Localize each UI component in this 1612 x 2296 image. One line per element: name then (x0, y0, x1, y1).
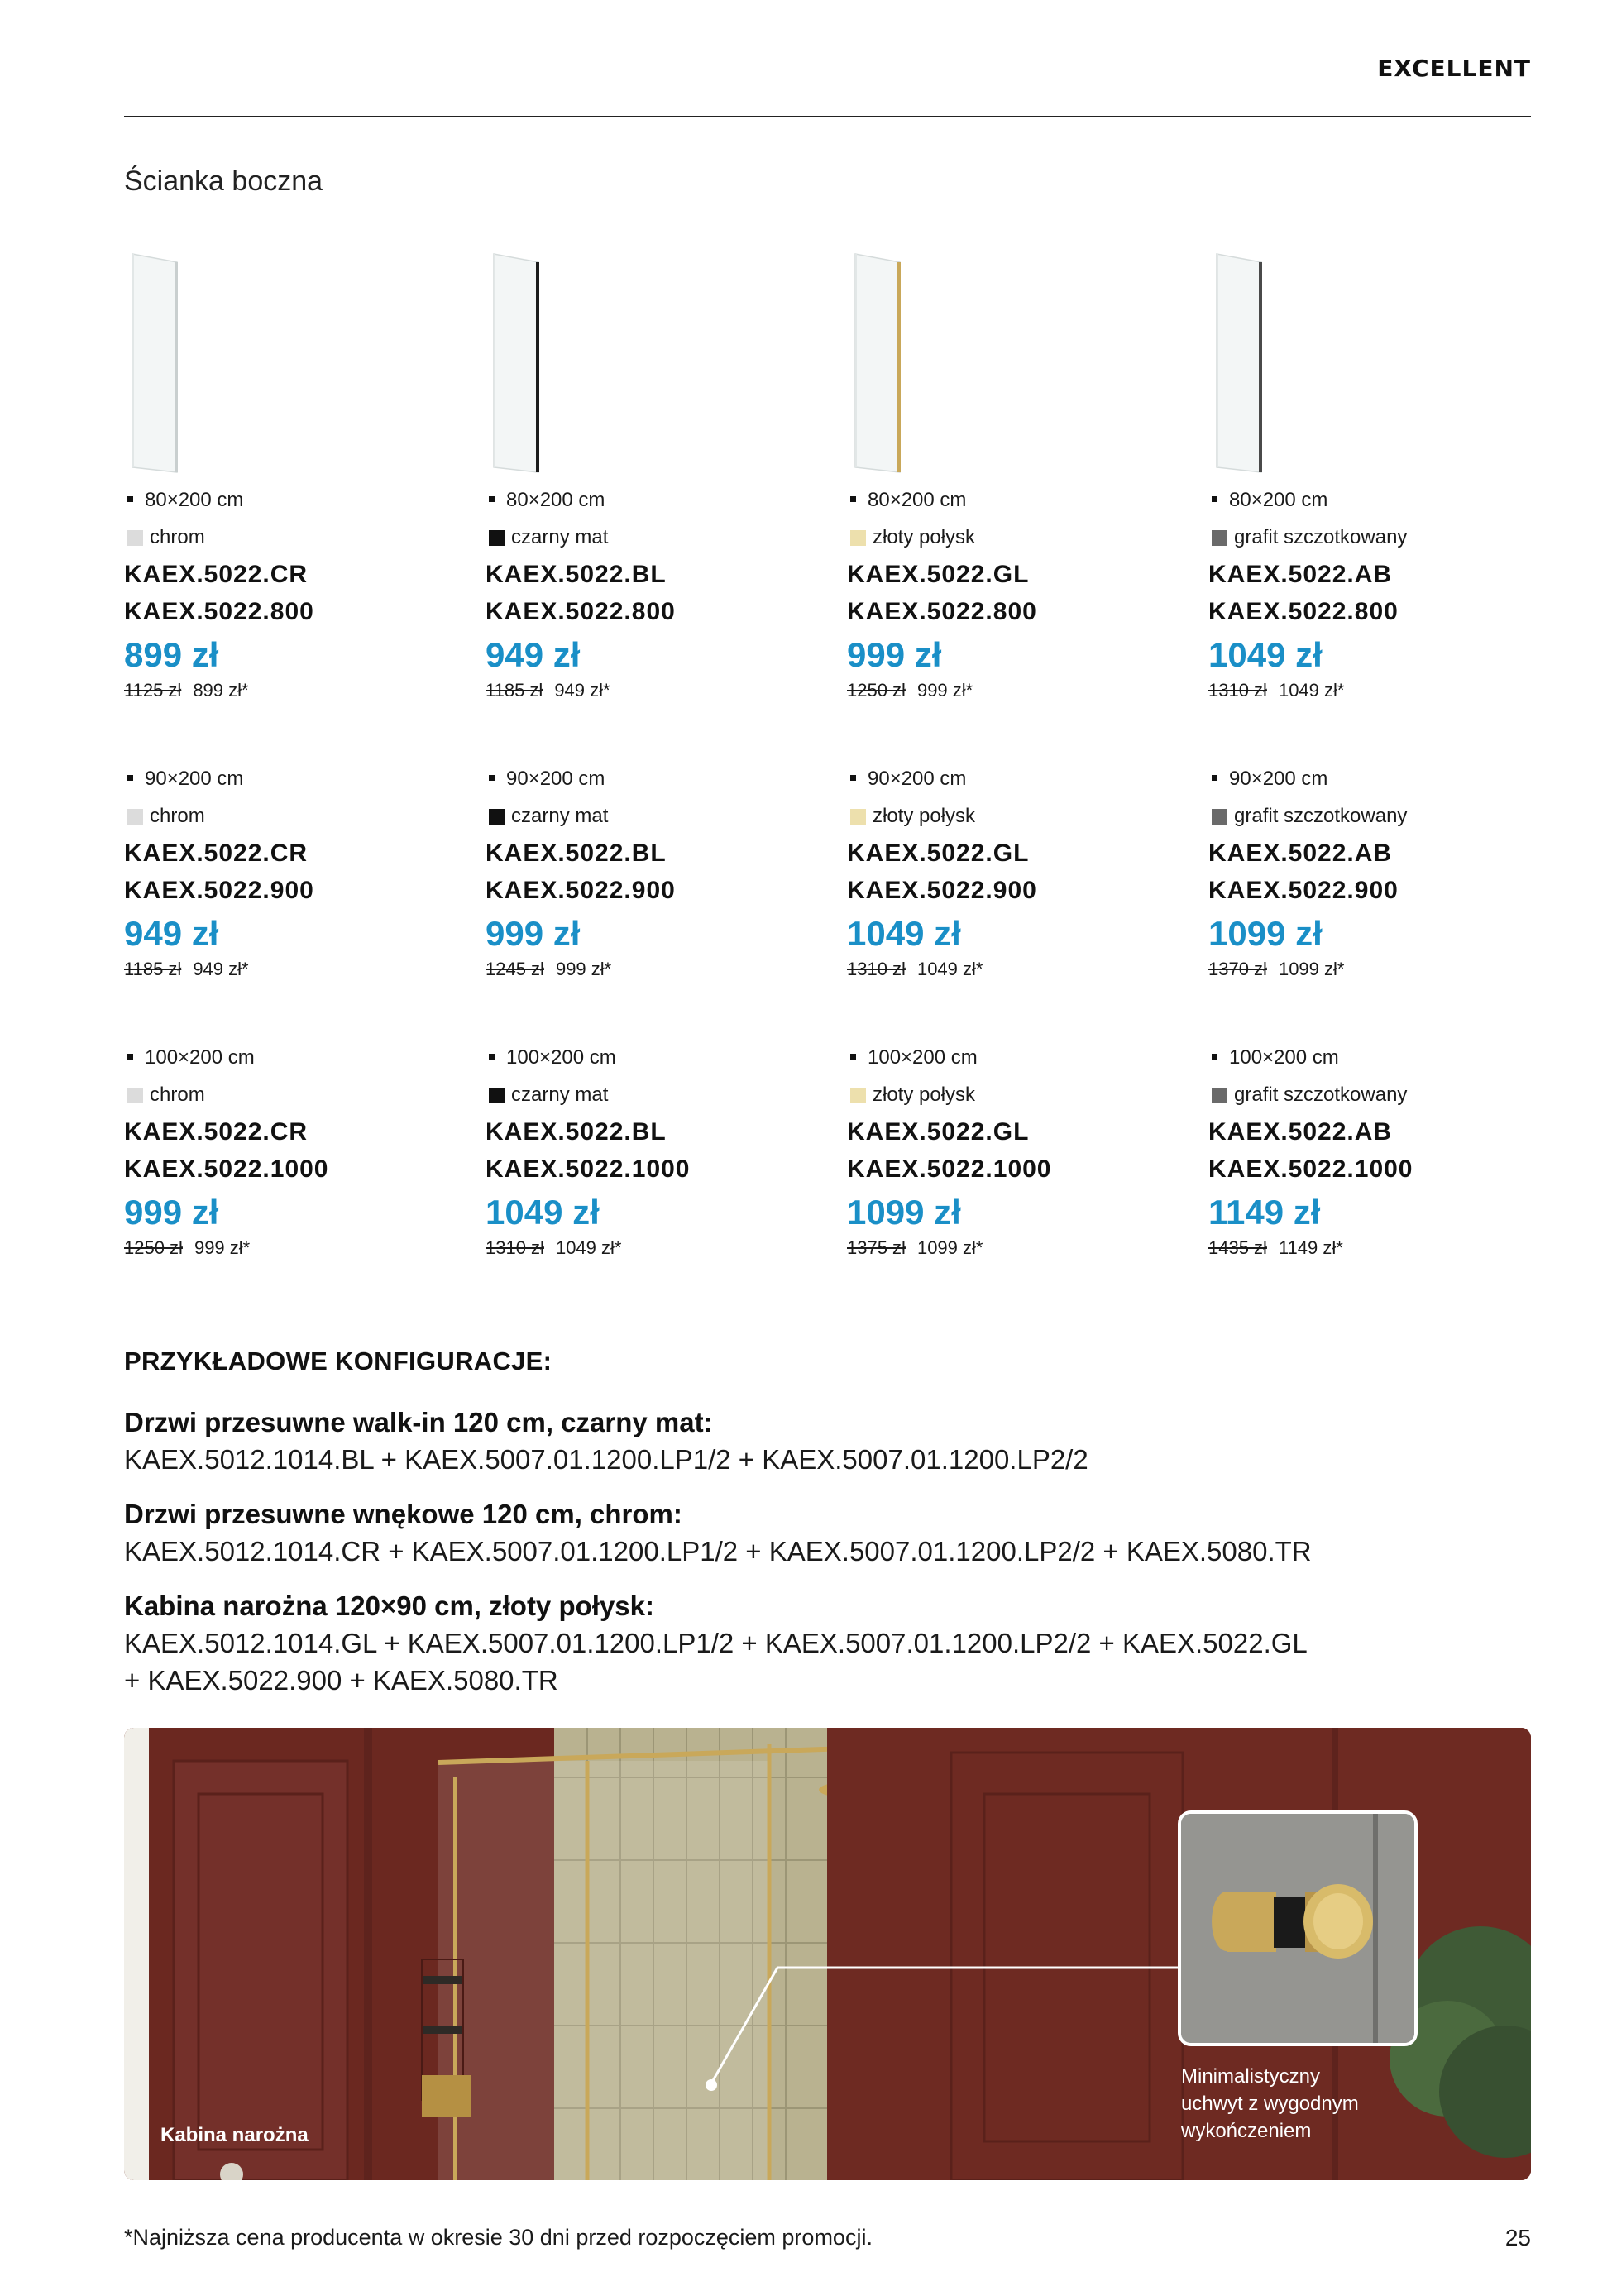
regular-price (847, 1237, 983, 1259)
product-color: grafit szczotkowany (1212, 1083, 1407, 1107)
color-swatch-icon (850, 530, 866, 546)
product-size-code: KAEX.5022.900 (486, 877, 676, 904)
promo-price: 999 zł (124, 1193, 219, 1232)
regular-price (486, 959, 611, 980)
lowest-price: 1049 zł* (916, 959, 983, 979)
product-color: złoty połysk (850, 804, 975, 829)
product-color: grafit szczotkowany (1212, 525, 1407, 550)
regular-price (1208, 959, 1344, 980)
product-code: KAEX.5022.BL (486, 561, 667, 588)
lowest-price: 1049 zł* (555, 1237, 622, 1258)
color-swatch-icon (489, 1088, 505, 1103)
configuration-item (124, 1404, 1531, 1478)
regular-price (847, 680, 973, 701)
old-price: 1435 zł (1208, 1237, 1267, 1258)
product-size-code: KAEX.5022.800 (124, 598, 314, 625)
product-size: 90×200 cm (489, 767, 605, 792)
color-swatch-icon (127, 809, 143, 825)
product-card (124, 488, 486, 767)
color-swatch-icon (1212, 530, 1227, 546)
photo-label: Kabina narożna (160, 2124, 309, 2146)
product-color: chrom (127, 1083, 205, 1107)
product-size-code: KAEX.5022.900 (847, 877, 1037, 904)
product-size: 100×200 cm (850, 1045, 978, 1070)
door-handle-image (1181, 1814, 1418, 2046)
color-swatch-icon (1212, 809, 1227, 825)
product-card (124, 1045, 486, 1324)
product-size-code: KAEX.5022.1000 (124, 1155, 329, 1183)
product-size: 80×200 cm (1212, 488, 1327, 513)
promo-price: 949 zł (124, 914, 219, 953)
lowest-price: 949 zł* (193, 959, 249, 979)
product-card (1208, 767, 1570, 1045)
product-color: chrom (127, 525, 205, 550)
price-footnote: *Najniższa cena producenta w okresie 30 dni przed rozpoczęciem promocji. (124, 2225, 873, 2250)
configuration-codes: KAEX.5012.1014.CR + KAEX.5007.01.1200.LP1/2 + KAEX.5007.01.1200.LP2/2 + KAEX.5080.TR (124, 1536, 1312, 1567)
product-color: czarny mat (489, 1083, 608, 1107)
product-size-code: KAEX.5022.800 (1208, 598, 1399, 625)
configurations-heading: PRZYKŁADOWE KONFIGURACJE: (124, 1347, 552, 1375)
product-card (847, 1045, 1208, 1324)
product-card (847, 488, 1208, 767)
product-size: 80×200 cm (850, 488, 966, 513)
product-color: chrom (127, 804, 205, 829)
old-price: 1310 zł (486, 1237, 544, 1258)
product-size: 100×200 cm (1212, 1045, 1339, 1070)
color-swatch-icon (127, 530, 143, 546)
side-panel-image (1208, 244, 1570, 488)
example-configurations (124, 1347, 1531, 1717)
product-card (486, 488, 847, 767)
old-price: 1245 zł (486, 959, 544, 979)
product-color: grafit szczotkowany (1212, 804, 1407, 829)
promo-price: 999 zł (486, 914, 581, 953)
side-panel-image (486, 244, 847, 488)
regular-price (486, 680, 610, 701)
product-size-code: KAEX.5022.900 (124, 877, 314, 904)
page-number: 25 (1504, 2225, 1531, 2251)
old-price: 1310 zł (847, 959, 906, 979)
product-size-code: KAEX.5022.800 (847, 598, 1037, 625)
old-price: 1185 zł (486, 680, 543, 701)
product-code: KAEX.5022.GL (847, 1118, 1030, 1146)
regular-price (124, 959, 249, 980)
configuration-title: Drzwi przesuwne wnękowe 120 cm, chrom: (124, 1499, 682, 1529)
configuration-item (124, 1496, 1531, 1570)
side-panel-image (847, 244, 1208, 488)
product-grid (124, 244, 1531, 1324)
color-swatch-icon (1212, 1088, 1227, 1103)
product-code: KAEX.5022.CR (124, 1118, 309, 1146)
configuration-title: Kabina narożna 120×90 cm, złoty połysk: (124, 1590, 654, 1621)
regular-price (847, 959, 983, 980)
product-code: KAEX.5022.GL (847, 561, 1030, 588)
product-size: 80×200 cm (127, 488, 243, 513)
lowest-price: 999 zł* (916, 680, 973, 701)
product-card (486, 1045, 847, 1324)
product-code: KAEX.5022.CR (124, 561, 309, 588)
configuration-item (124, 1588, 1531, 1699)
product-size-code: KAEX.5022.1000 (486, 1155, 691, 1183)
product-size: 100×200 cm (489, 1045, 616, 1070)
color-swatch-icon (127, 1088, 143, 1103)
product-size: 90×200 cm (850, 767, 966, 792)
side-panel-image (124, 244, 486, 488)
old-price: 1250 zł (124, 1237, 183, 1258)
promo-price: 999 zł (847, 635, 942, 674)
product-code: KAEX.5022.AB (1208, 561, 1393, 588)
promo-price: 1049 zł (486, 1193, 600, 1232)
regular-price (486, 1237, 621, 1259)
lowest-price: 999 zł* (555, 959, 612, 979)
promo-price: 1049 zł (1208, 635, 1323, 674)
product-size-code: KAEX.5022.900 (1208, 877, 1399, 904)
callout-caption: Minimalistyczny uchwyt z wygodnym wykończeniem (1181, 2065, 1359, 2142)
product-size: 90×200 cm (1212, 767, 1327, 792)
product-code: KAEX.5022.BL (486, 839, 667, 867)
color-swatch-icon (850, 809, 866, 825)
promo-price: 1099 zł (1208, 914, 1323, 953)
product-size: 80×200 cm (489, 488, 605, 513)
color-swatch-icon (850, 1088, 866, 1103)
old-price: 1375 zł (847, 1237, 906, 1258)
regular-price (1208, 1237, 1343, 1259)
lowest-price: 949 zł* (554, 680, 610, 701)
old-price: 1250 zł (847, 680, 906, 701)
product-size-code: KAEX.5022.1000 (1208, 1155, 1413, 1183)
configuration-codes: KAEX.5012.1014.GL + KAEX.5007.01.1200.LP1/2 + KAEX.5007.01.1200.LP2/2 + KAEX.5022.GL (124, 1628, 1308, 1658)
product-size-code: KAEX.5022.800 (486, 598, 676, 625)
color-swatch-icon (489, 530, 505, 546)
promo-price: 1049 zł (847, 914, 961, 953)
old-price: 1125 zł (124, 680, 182, 701)
product-code: KAEX.5022.AB (1208, 839, 1393, 867)
old-price: 1185 zł (124, 959, 182, 979)
handle-detail-inset (1178, 1810, 1418, 2046)
lowest-price: 1049 zł* (1278, 680, 1345, 701)
regular-price (124, 1237, 250, 1259)
promo-price: 1099 zł (847, 1193, 961, 1232)
product-card (847, 767, 1208, 1045)
product-size-code: KAEX.5022.1000 (847, 1155, 1052, 1183)
product-code: KAEX.5022.BL (486, 1118, 667, 1146)
product-card (1208, 1045, 1570, 1324)
header-divider (124, 116, 1531, 117)
old-price: 1370 zł (1208, 959, 1267, 979)
product-code: KAEX.5022.CR (124, 839, 309, 867)
lowest-price: 1099 zł* (1278, 959, 1345, 979)
configuration-codes: KAEX.5012.1014.BL + KAEX.5007.01.1200.LP1/2 + KAEX.5007.01.1200.LP2/2 (124, 1444, 1088, 1475)
lowest-price: 899 zł* (193, 680, 249, 701)
product-card (1208, 488, 1570, 767)
product-size: 90×200 cm (127, 767, 243, 792)
product-code: KAEX.5022.GL (847, 839, 1030, 867)
lowest-price: 1149 zł* (1278, 1237, 1343, 1258)
product-color: złoty połysk (850, 1083, 975, 1107)
regular-price (1208, 680, 1344, 701)
promo-price: 899 zł (124, 635, 219, 674)
product-card (124, 767, 486, 1045)
product-card (486, 767, 847, 1045)
configuration-title: Drzwi przesuwne walk-in 120 cm, czarny mat: (124, 1407, 713, 1437)
section-title: Ścianka boczna (124, 165, 323, 197)
promo-price: 1149 zł (1208, 1193, 1321, 1232)
promo-price: 949 zł (486, 635, 581, 674)
product-color: złoty połysk (850, 525, 975, 550)
lowest-price: 1099 zł* (916, 1237, 983, 1258)
lowest-price: 999 zł* (194, 1237, 251, 1258)
old-price: 1310 zł (1208, 680, 1267, 701)
product-size: 100×200 cm (127, 1045, 255, 1070)
product-code: KAEX.5022.AB (1208, 1118, 1393, 1146)
product-photo (124, 1728, 1531, 2180)
color-swatch-icon (489, 809, 505, 825)
product-color: czarny mat (489, 525, 608, 550)
product-color: czarny mat (489, 804, 608, 829)
brand-logo: EXCELLENT (1377, 55, 1531, 82)
configuration-codes: + KAEX.5022.900 + KAEX.5080.TR (124, 1665, 558, 1696)
regular-price (124, 680, 249, 701)
